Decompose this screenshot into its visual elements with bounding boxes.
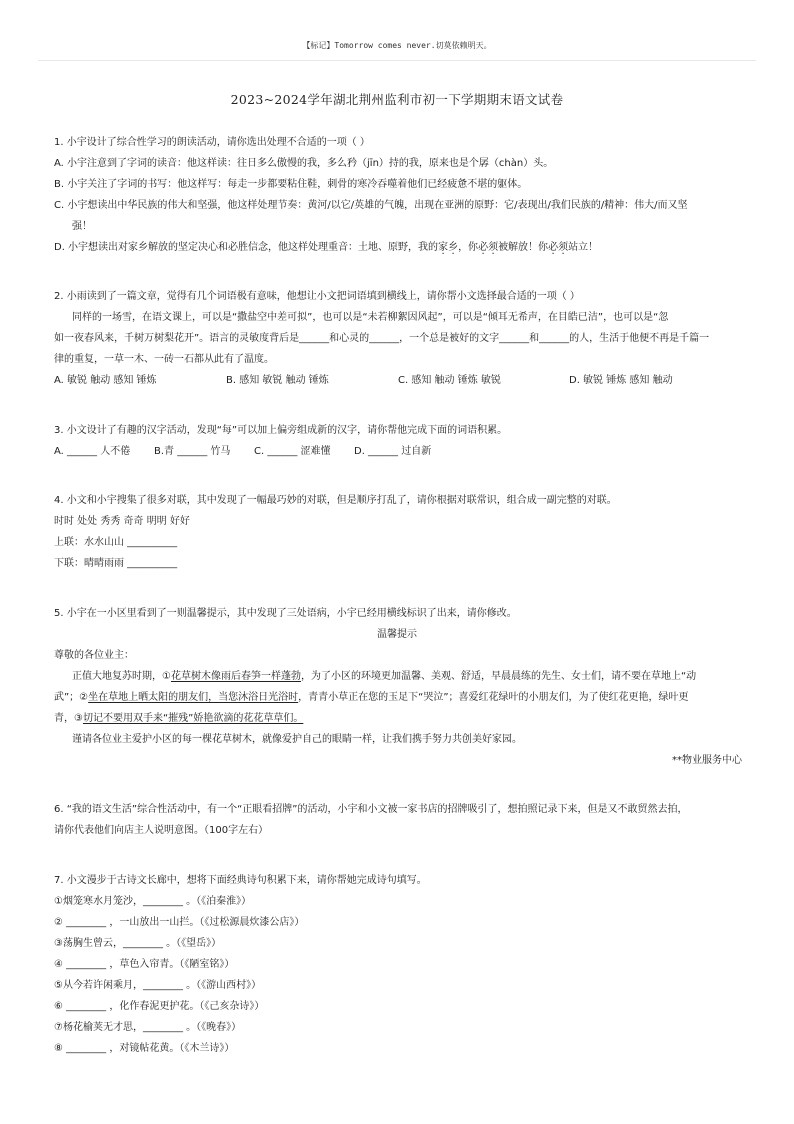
- q1-d-text: 站立！: [568, 242, 599, 253]
- emphasis-char: 必: [548, 242, 559, 253]
- notice-title: 温馨提示: [377, 629, 417, 640]
- q4-upper-couplet: 上联：水水山山 __________: [54, 537, 178, 548]
- q6-stem: 6. “我的语文生活”综合性活动中，有一个“正眼看招牌”的活动，小宇和小文被一家书店的招牌吸引了，想拍照记录下来，但是又不敢贸然去拍，: [54, 804, 688, 815]
- poem-item: ⑤从今若许闲乘月，________ 。（《游山西村》）: [54, 980, 262, 991]
- notice-text: 武”；②: [54, 692, 89, 703]
- poem-item: ② ________ ，一山放出一山拦。（《过松源晨炊漆公店》）: [54, 917, 305, 928]
- emphasis-char: 须: [558, 242, 569, 253]
- q2-passage-line: 律的重复，一草一木、一砖一石都从此有了温度。: [54, 354, 274, 365]
- page-title: 2023~2024学年湖北荆州监利市初一下学期期末语文试卷: [230, 92, 564, 107]
- notice-text: 青，③: [54, 713, 83, 724]
- q1-stem: 1. 小宇设计了综合性学习的朗读活动，请你选出处理不合适的一项（ ）: [54, 137, 370, 148]
- emphasis-char: 乡: [448, 242, 459, 253]
- q3-option-b: B.青 ______ 竹马: [154, 446, 231, 457]
- q1-option-b: B. 小宇关注了字词的书写：他这样写：每走一步都要粘住鞋，刺骨的寒冷吞噬着他们已经疲惫不堪的躯体。: [54, 179, 528, 190]
- q2-option-c: C. 感知 触动 锤炼 敏锐: [398, 375, 501, 386]
- q2-option-d: D. 敏锐 锤炼 感知 触动: [569, 375, 673, 386]
- q3-option-c: C. ______ 涩难懂: [254, 446, 331, 457]
- q1-d-text: D. 小宇想读出对家乡解放的坚定决心和必胜信念，他这样处理重音：土地、原野，我的: [54, 242, 439, 253]
- q3-option-d: D. ______ 过自新: [354, 446, 432, 457]
- q1-d-text: ，你: [458, 242, 479, 253]
- q7-stem: 7. 小文漫步于古诗文长廊中，想将下面经典诗句积累下来，请你帮她完成诗句填写。: [54, 875, 427, 886]
- poem-item: ⑥ ________ ，化作春泥更护花。（《己亥杂诗》）: [54, 1001, 265, 1012]
- poem-item: ③荡胸生曾云，________ 。（《望岳》）: [54, 938, 222, 949]
- header-divider: [38, 60, 756, 61]
- q2-option-a: A. 敏锐 触动 感知 锤炼: [54, 375, 157, 386]
- emphasis-char: 必: [478, 242, 489, 253]
- q2-passage-line: 如一夜春风来，千树万树梨花开”。语言的灵敏度背后是______和心灵的______，一个总是被好的文字______和______的人，生活于他便不再是千篇一: [54, 333, 710, 344]
- header-note: 【标记】Tomorrow comes never.切莫依赖明天。: [302, 41, 492, 50]
- notice-line: [72, 671, 696, 683]
- q6-stem-cont: 请你代表他们向店主人说明意图。（100字左右）: [54, 825, 269, 836]
- poem-item: ④ ________ ，草色入帘青。（《陋室铭》）: [54, 959, 235, 970]
- emphasis-char: 家: [438, 242, 449, 253]
- underlined-error-1: 花草树木像雨后春笋一样蓬勃: [170, 671, 301, 682]
- q1-option-a: A. 小宇注意到了字词的读音：他这样读：往日多么傲慢的我，多么矜（jīn）持的我，原来也是个孱（chàn）头。: [54, 158, 554, 169]
- q1-option-d: [54, 242, 598, 254]
- notice-signature: **物业服务中心: [672, 755, 742, 766]
- notice-greeting: 尊敬的各位业主：: [54, 650, 134, 661]
- notice-text: ，青青小草正在您的玉足下“哭泣”；喜爱红花绿叶的小朋友们，为了使红花更艳，绿叶更: [298, 692, 689, 703]
- q4-stem: 4. 小文和小宇搜集了很多对联，其中发现了一幅最巧妙的对联，但是顺序打乱了，请你根据对联常识，组合成一副完整的对联。: [54, 495, 617, 506]
- q3-stem: 3. 小文设计了有趣的汉字活动，发现“每”可以加上偏旁组成新的汉字，请你帮他完成下面的词语积累。: [54, 425, 508, 436]
- poem-item: ⑧ ________ ，对镜帖花黄。（《木兰诗》）: [54, 1043, 235, 1054]
- q5-stem: 5. 小宇在一小区里看到了一则温馨提示，其中发现了三处语病，小宇已经用横线标识了出来，请你修改。: [54, 608, 517, 619]
- notice-text: ，为了小区的环境更加温馨、美观、舒适，早晨晨练的先生、女士们，请不要在草地上“动: [300, 671, 697, 682]
- q1-d-text: 被解放！你: [498, 242, 549, 253]
- emphasis-char: 须: [488, 242, 499, 253]
- q2-option-b: B. 感知 敏锐 触动 锤炼: [226, 375, 329, 386]
- notice-text: 正值大地复苏时期，①: [72, 671, 171, 682]
- q1-option-c: C. 小宇想读出中华民族的伟大和坚强，他这样处理节奏：黄河/以它/英雄的气魄，出现在亚洲的原野：它/表现出/我们民族的/精神：伟大/而又坚: [54, 200, 688, 211]
- q4-word-list: 时时 处处 秀秀 奇奇 明明 好好: [54, 516, 190, 527]
- notice-line: 谨请各位业主爱护小区的每一棵花草树木，就像爱护自己的眼睛一样，让我们携手努力共创美好家园。: [72, 734, 522, 745]
- poem-item: ①烟笼寒水月笼沙，________ 。（《泊秦淮》）: [54, 896, 252, 907]
- underlined-error-3: 切记不要用双手来“摧残”娇艳欲滴的花花草草们。: [82, 713, 304, 724]
- q2-stem: 2. 小雨读到了一篇文章，觉得有几个词语极有意味，他想让小文把词语填到横线上，请你帮小文选择最合适的一项（ ）: [54, 291, 580, 302]
- notice-line: [54, 713, 303, 725]
- underlined-error-2: 坐在草地上晒太阳的朋友们，当您沐浴日光浴时: [88, 692, 299, 703]
- q2-passage-line: 同样的一场雪，在语文课上，可以是“撒盐空中差可拟”，也可以是“未若柳絮因风起”，可以是“倾耳无希声，在目皓已洁”，也可以是“忽: [72, 312, 669, 323]
- q4-lower-couplet: 下联：晴晴雨雨 __________: [54, 558, 178, 569]
- poem-item: ⑦杨花榆荚无才思，________ 。（《晚春》）: [54, 1022, 242, 1033]
- q1-option-c-cont: 强！: [72, 221, 92, 232]
- q3-option-a: A. ______ 人不倦: [54, 446, 131, 457]
- notice-line: [54, 692, 689, 704]
